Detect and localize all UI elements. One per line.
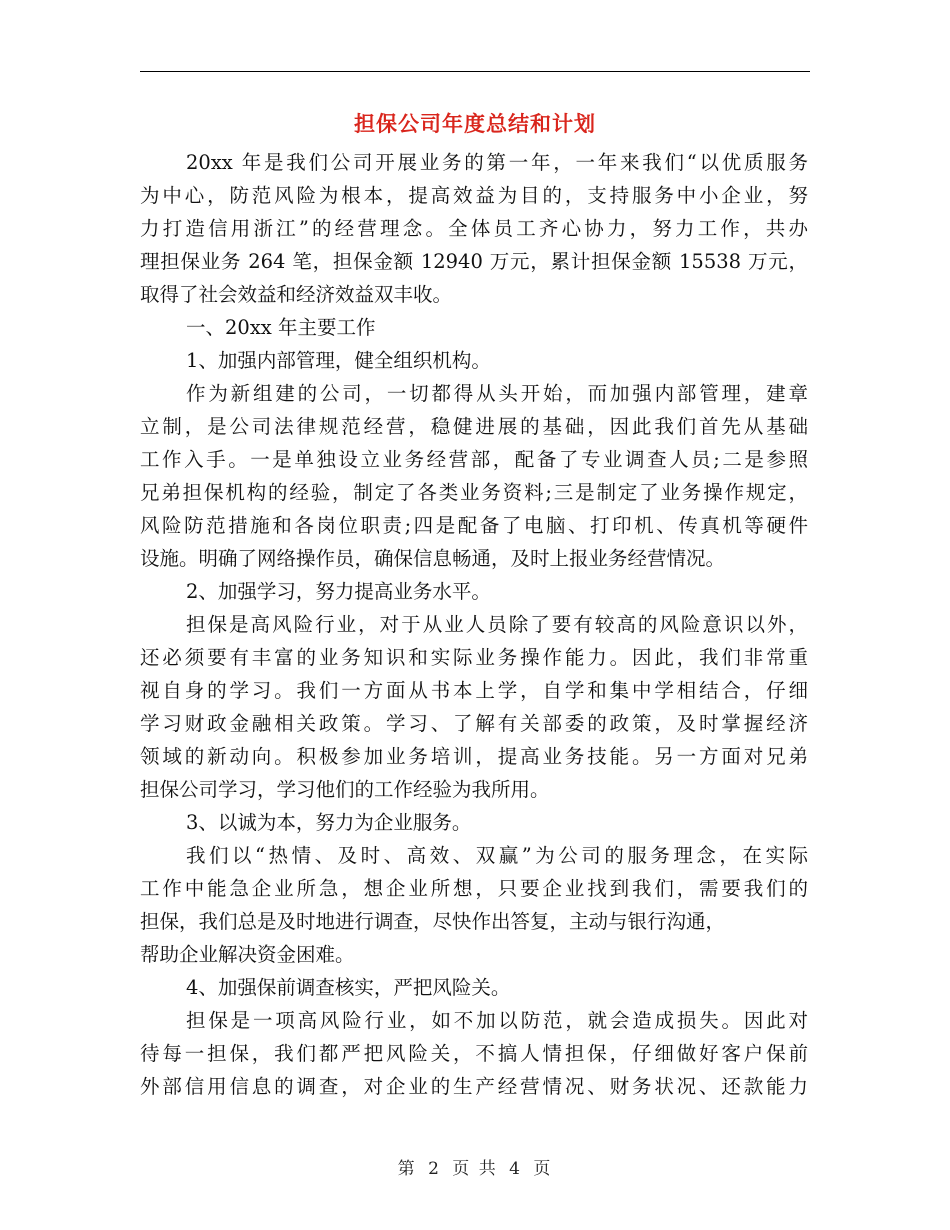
text-line: 工作入手。一是单独设立业务经营部，配备了专业调查人员;二是参照	[140, 448, 808, 471]
text-line: 兄弟担保机构的经验，制定了各类业务资料;三是制定了业务操作规定，	[140, 481, 808, 504]
page-footer	[0, 1154, 950, 1179]
subsection-heading: 2、加强学习，努力提高业务水平。	[186, 580, 491, 603]
text-line: 待每一担保，我们都严把风险关，不搞人情担保，仔细做好客户保前	[140, 1042, 808, 1065]
document-body	[140, 146, 808, 1103]
total-pages-number: 4	[509, 1159, 522, 1179]
subsection-heading: 4、加强保前调查核实，严把风险关。	[186, 976, 511, 999]
text-line: 作为新组建的公司，一切都得从头开始，而加强内部管理，建章	[186, 382, 808, 405]
text-line: 担保是一项高风险行业，如不加以防范，就会造成损失。因此对	[186, 1009, 808, 1032]
current-page-number: 2	[428, 1159, 441, 1179]
text-line: 为中心，防范风险为根本，提高效益为目的，支持服务中小企业，努	[140, 184, 808, 207]
text-line: 立制，是公司法律规范经营，稳健进展的基础，因此我们首先从基础	[140, 415, 808, 438]
text-line: 我们以“热情、及时、高效、双赢”为公司的服务理念，在实际	[186, 844, 808, 867]
text-line: 外部信用信息的调查，对企业的生产经营情况、财务状况、还款能力	[140, 1075, 808, 1098]
text-line: 风险防范措施和各岗位职责;四是配备了电脑、打印机、传真机等硬件	[140, 514, 808, 537]
text-line: 担保公司学习，学习他们的工作经验为我所用。	[140, 778, 550, 801]
footer-prefix: 第	[397, 1159, 417, 1179]
text-line: 学习财政金融相关政策。学习、了解有关部委的政策，及时掌握经济	[140, 712, 808, 735]
text-line: 工作中能急企业所急，想企业所想，只要企业找到我们，需要我们的	[140, 877, 808, 900]
footer-suffix: 页	[533, 1159, 553, 1179]
text-line: 20xx 年是我们公司开展业务的第一年，一年来我们“以优质服务	[186, 151, 808, 174]
document-title: 担保公司年度总结和计划	[354, 111, 596, 136]
text-line: 视自身的学习。我们一方面从书本上学，自学和集中学相结合，仔细	[140, 679, 808, 702]
section-heading: 一、20xx 年主要工作	[186, 316, 376, 339]
text-line: 设施。明确了网络操作员，确保信息畅通，及时上报业务经营情况。	[140, 547, 726, 570]
text-line: 领域的新动向。积极参加业务培训，提高业务技能。另一方面对兄弟	[140, 745, 808, 768]
subsection-heading: 1、加强内部管理，健全组织机构。	[186, 349, 491, 372]
text-line: 理担保业务 264 笔，担保金额 12940 万元，累计担保金额 15538 万元，	[140, 250, 808, 273]
subsection-heading: 3、以诚为本，努力为企业服务。	[186, 811, 472, 834]
header-rule	[140, 71, 810, 72]
text-line: 担保是高风险行业，对于从业人员除了要有较高的风险意识以外，	[186, 613, 808, 636]
text-line: 力打造信用浙江”的经营理念。全体员工齐心协力，努力工作，共办	[140, 217, 808, 240]
text-line: 担保，我们总是及时地进行调查，尽快作出答复，主动与银行沟通，	[140, 910, 726, 933]
text-line: 还必须要有丰富的业务知识和实际业务操作能力。因此，我们非常重	[140, 646, 808, 669]
text-line: 帮助企业解决资金困难。	[140, 943, 355, 966]
footer-middle: 页 共	[452, 1159, 498, 1179]
text-line: 取得了社会效益和经济效益双丰收。	[140, 283, 453, 306]
